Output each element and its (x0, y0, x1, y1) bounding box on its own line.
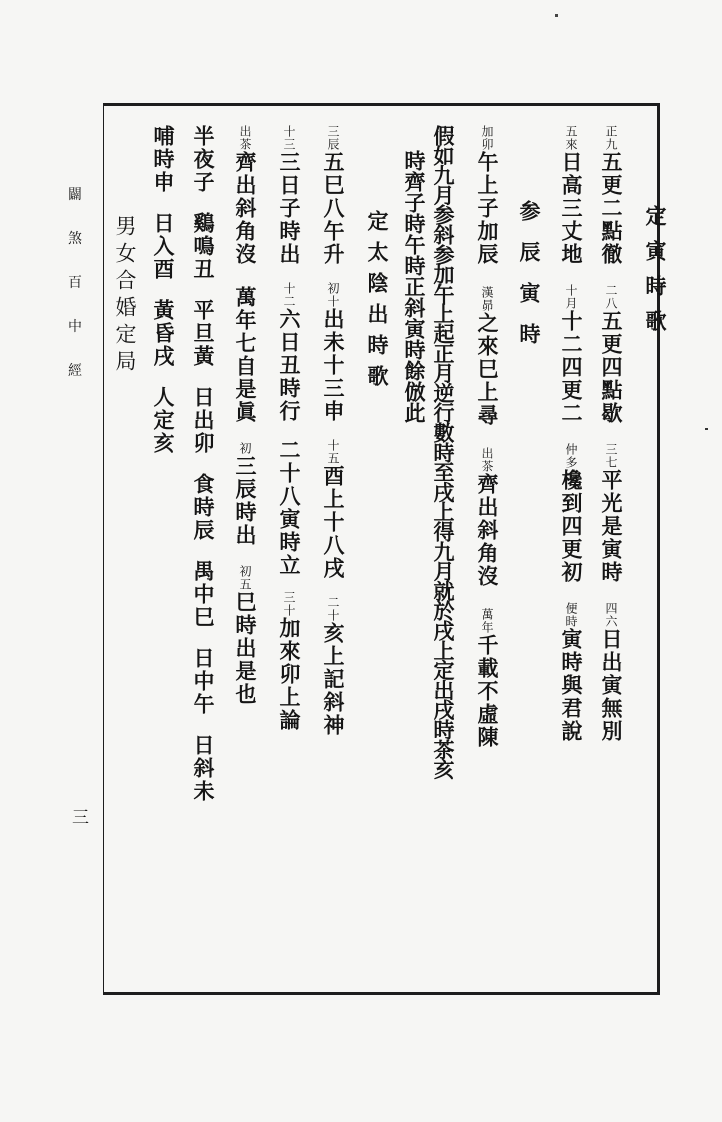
hour-name: 食時辰 (191, 473, 216, 542)
verse-line: 出未十三申 (321, 308, 346, 423)
verse-note: 初 (238, 442, 252, 455)
margin-title-char: 百 (68, 275, 82, 291)
verse-line: 日高三丈地 (559, 151, 584, 266)
print-speck (705, 428, 708, 430)
verse-note: 十二 (282, 282, 296, 308)
verse-column (596, 125, 626, 743)
verse-note: 三七 (604, 443, 618, 469)
verse-note: 三辰 (326, 125, 340, 151)
verse-line: 平光是寅時 (599, 469, 624, 584)
verse-note: 十五 (326, 439, 340, 465)
hour-name: 人定亥 (151, 386, 176, 455)
verse-line: 萬年七自是眞 (233, 286, 258, 424)
verse-note: 萬年 (480, 608, 494, 634)
example-text-line: 假如九月参斜参加午上起正月逆行數時至戌上得九月就於戌上定出戌時茶亥 (431, 125, 456, 779)
verse-line: 欃到四更初 (559, 469, 584, 584)
verse-line: 午上子加辰 (475, 151, 500, 266)
hour-name: 哺時申 (151, 125, 176, 194)
hours-list (188, 125, 218, 803)
verse-line: 酉上十八戌 (321, 465, 346, 580)
hour-name: 鷄鳴丑 (191, 212, 216, 281)
hour-name: 日中午 (191, 647, 216, 716)
verse-note: 初五 (238, 565, 252, 591)
verse-line: 亥上記斜神 (321, 622, 346, 737)
verse-line: 五巳八午升 (321, 151, 346, 266)
print-speck (555, 14, 558, 17)
verse-line: 五更二點徹 (599, 151, 624, 266)
verse-line: 日出寅無別 (599, 628, 624, 743)
verse-column (230, 125, 260, 706)
section-title-ding-yin-shi-ge: 定寅時歌 (643, 205, 668, 345)
verse-note: 四六 (604, 602, 618, 628)
hour-name: 日出卯 (191, 386, 216, 455)
verse-column (472, 125, 502, 749)
hour-name: 禺中巳 (191, 560, 216, 629)
verse-line: 千載不虛陳 (475, 634, 500, 749)
verse-line: 巳時出是也 (233, 591, 258, 706)
verse-note: 十月 (564, 284, 578, 310)
section-title-ding-tai-yin-chu-shi-ge: 定太陰出時歌 (365, 210, 390, 396)
verse-note: 二十 (326, 596, 340, 622)
hour-name: 平旦黃 (191, 299, 216, 368)
verse-line: 五更四點歇 (599, 310, 624, 425)
margin-title-char: 經 (68, 363, 82, 379)
verse-note: 五來 (564, 125, 578, 151)
verse-line: 六日丑時行 (277, 308, 302, 423)
verse-note: 漢昴 (480, 286, 494, 312)
verse-column (318, 125, 348, 737)
margin-title-char: 中 (68, 319, 82, 335)
section-title-shen-chen-yin-shi: 参辰寅時 (517, 200, 542, 364)
verse-note: 仲多 (564, 443, 578, 469)
verse-note: 二八 (604, 284, 618, 310)
hour-name: 日入酉 (151, 212, 176, 281)
verse-note: 出茶 (238, 125, 252, 151)
hour-name: 半夜子 (191, 125, 216, 194)
verse-column (274, 125, 304, 732)
example-text-line: 時齊子時午時正斜寅時餘倣此 (402, 150, 427, 423)
verse-note: 十三 (282, 125, 296, 151)
book-title-margin (65, 185, 85, 405)
hour-name: 黃昏戌 (151, 299, 176, 368)
verse-column (556, 125, 586, 743)
verse-line: 三日子時出 (277, 151, 302, 266)
margin-title-char: 闢 (68, 187, 82, 203)
verse-line: 加來卯上論 (277, 617, 302, 732)
hour-name: 日斜未 (191, 734, 216, 803)
verse-note: 三十 (282, 591, 296, 617)
verse-note: 出茶 (480, 447, 494, 473)
verse-note: 加卯 (480, 125, 494, 151)
verse-note: 便時 (564, 602, 578, 628)
verse-note: 正九 (604, 125, 618, 151)
verse-line: 齊出斜角沒 (233, 151, 258, 266)
verse-line: 寅時與君說 (559, 628, 584, 743)
verse-line: 二十八寅時立 (277, 439, 302, 577)
verse-line: 之來巳上尋 (475, 312, 500, 427)
hours-list (148, 125, 178, 455)
verse-line: 十二四更二 (559, 310, 584, 425)
verse-note: 初十 (326, 282, 340, 308)
section-title-nan-nv-he-hun: 男女合婚定局 (113, 215, 137, 377)
verse-line: 齊出斜角沒 (475, 473, 500, 588)
page-number: 三 (68, 808, 88, 825)
verse-line: 三辰時出 (233, 455, 258, 547)
margin-title-char: 煞 (68, 231, 82, 247)
